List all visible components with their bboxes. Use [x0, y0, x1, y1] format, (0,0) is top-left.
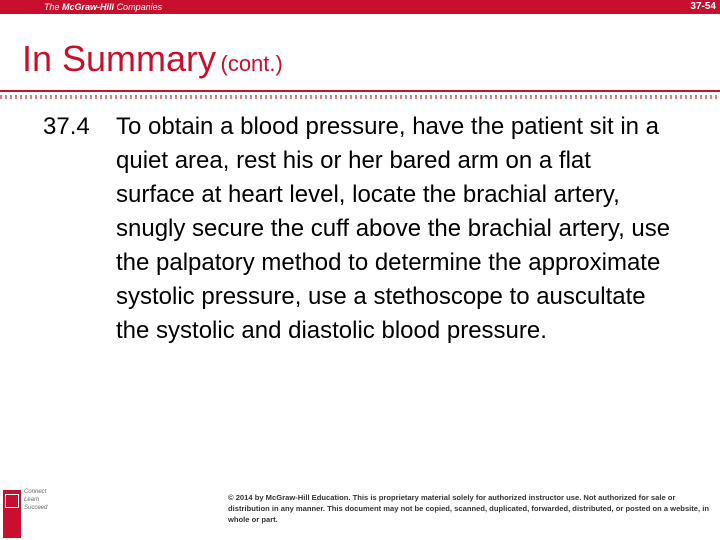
publisher-logo — [44, 1, 162, 13]
summary-number: 37.4 — [43, 113, 90, 140]
divider-ticks — [0, 95, 720, 99]
logo-prefix: The — [44, 2, 60, 12]
logo-brand: McGraw-Hill — [62, 2, 115, 12]
summary-text: To obtain a blood pressure, have the patient sit in a quiet area, rest his or her bared arm on a flat surface at heart level, locate the brachial artery, snugly secure the cuff above the brachial artery, use the palpatory method to determine the approximate systolic pressure, use a stethoscope to auscultate the systolic and diastolic blood pressure. — [116, 113, 671, 344]
slide-title — [22, 38, 283, 80]
title-divider — [0, 90, 720, 100]
logo-tagline: Connect Learn Succeed — [24, 489, 48, 511]
divider-line — [0, 90, 720, 92]
copyright-notice: © 2014 by McGraw-Hill Education. This is proprietary material solely for authorized instructor use. Not authorized for sale or distribution in any manner. This document may not be copied, scanned, duplicated, forwarded, distributed, or posted on a website, in whole or part. — [228, 493, 709, 524]
mcgraw-hill-logo-icon — [3, 490, 21, 538]
header-bar — [0, 0, 720, 14]
slide-number: 37-54 — [690, 1, 716, 12]
logo-suffix: Companies — [116, 2, 163, 12]
slide-title-sub: (cont.) — [220, 51, 283, 76]
footer-logo — [3, 482, 55, 534]
slide-title-main: In Summary — [22, 38, 217, 79]
